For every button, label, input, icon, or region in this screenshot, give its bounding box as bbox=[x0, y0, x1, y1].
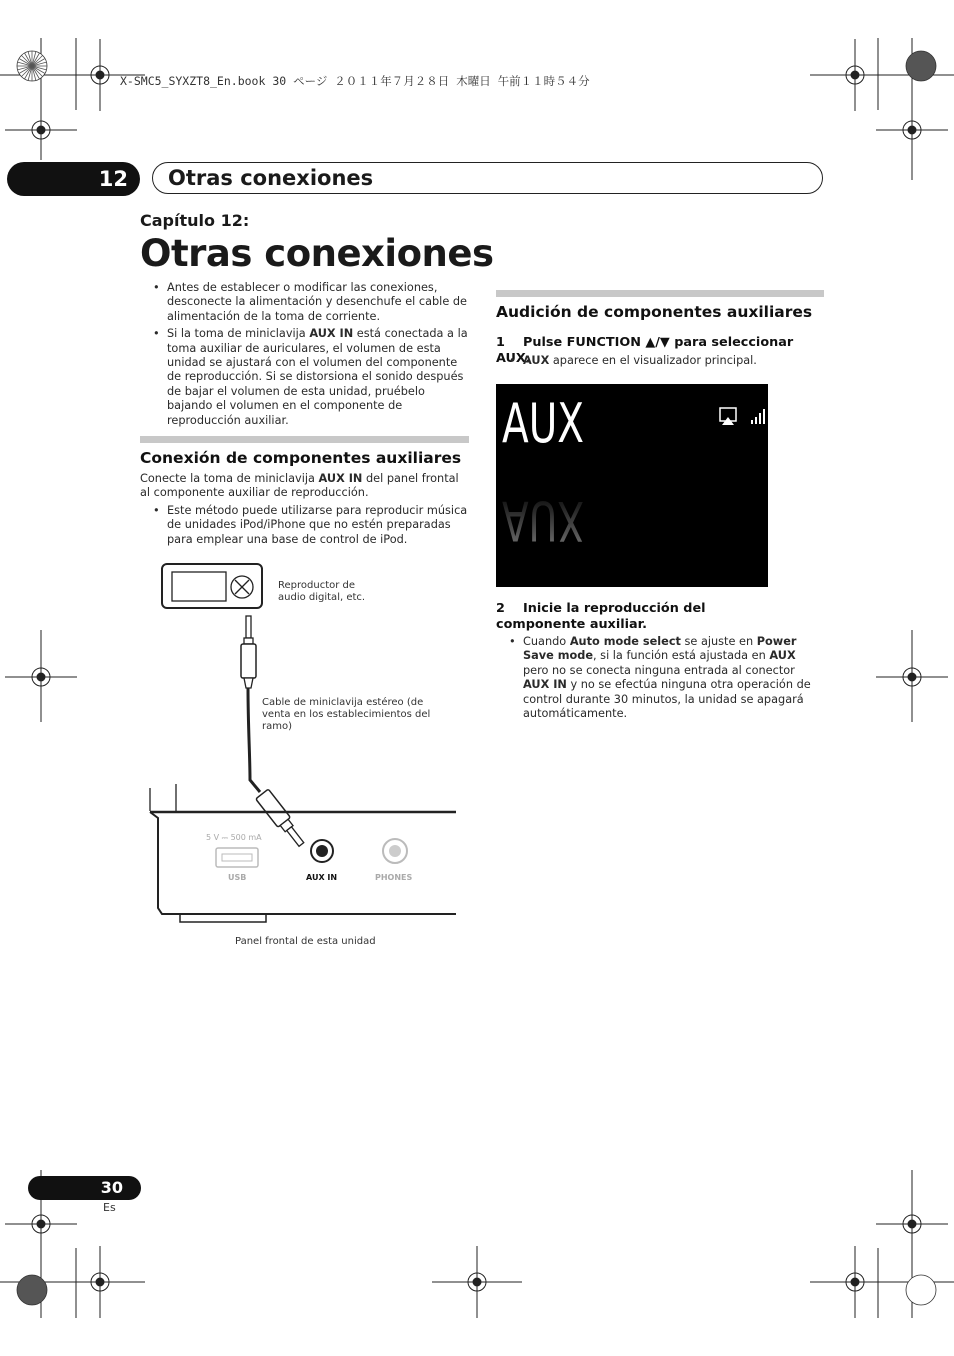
step-1-number: 1 bbox=[496, 335, 505, 350]
chapter-number-tab: 12 bbox=[7, 162, 140, 196]
text-run: , si la función está ajustada en bbox=[593, 649, 770, 663]
step-1-bullet-list bbox=[496, 354, 826, 368]
bold-term: AUX bbox=[769, 649, 796, 663]
text-run: se ajuste en bbox=[680, 635, 757, 648]
text-run: del panel frontal al componente auxiliar de reproducción. bbox=[140, 472, 459, 500]
text-run: está conectada a la toma auxiliar de auriculares, el volumen de esta unidad se ajustará con el volumen del componente de reproducción. Si se distorsiona el sonido después de bajar el volumen de esta unidad, pruébelo bajando el volumen en el componente de reproducción auxiliar. bbox=[167, 327, 468, 427]
text-run: pero no se conecta ninguna entrada al conector bbox=[523, 663, 795, 677]
bold-term: AUX IN bbox=[523, 678, 567, 692]
player-label: Reproductor de audio digital, etc. bbox=[278, 580, 366, 603]
stereo-cable bbox=[248, 688, 260, 792]
mini-plug-top bbox=[241, 616, 256, 688]
bold-term: Auto mode select bbox=[569, 635, 681, 648]
page-number: 30 bbox=[28, 1176, 141, 1200]
main-display bbox=[496, 384, 768, 587]
text-run: aparece en el visualizador principal. bbox=[549, 354, 757, 367]
audition-heading: Audición de componentes auxiliares bbox=[496, 303, 813, 321]
bullet-item bbox=[140, 504, 470, 547]
bullet-item bbox=[496, 354, 826, 368]
step-2-bullet-list bbox=[496, 635, 814, 721]
page-language: Es bbox=[103, 1201, 116, 1214]
chapter-label: Capítulo 12: bbox=[140, 211, 250, 230]
step-1-text: Pulse FUNCTION ▲/▼ para seleccionar AUX. bbox=[496, 335, 794, 366]
text-run: y no se efectúa ninguna otra operación de control durante 30 minutos, la unidad se apagará automáticamente. bbox=[523, 678, 811, 721]
aux-in-label: AUX IN bbox=[306, 873, 338, 882]
display-aux-text: AUX bbox=[502, 392, 584, 455]
diagram-caption: Panel frontal de esta unidad bbox=[235, 936, 376, 947]
connection-notes bbox=[140, 504, 470, 550]
text-run: Si la toma de miniclavija bbox=[167, 327, 310, 341]
cable-label: Cable de miniclavija estéreo (de venta en los establecimientos del ramo) bbox=[262, 697, 431, 732]
intro-notes bbox=[140, 281, 470, 431]
unit-front-panel bbox=[150, 784, 456, 922]
bullet-item bbox=[496, 635, 814, 721]
intro-bullet-list bbox=[140, 281, 470, 428]
usb-rating: 5 V ⎓ 500 mA bbox=[206, 833, 262, 842]
connection-intro bbox=[140, 472, 470, 501]
chapter-title: Otras conexiones bbox=[140, 232, 494, 275]
section-rule bbox=[140, 436, 469, 443]
step-1-notes bbox=[496, 354, 826, 371]
print-header: X-SMC5_SYXZT8_En.book 30 ページ ２０１１年７月２８日 木曜日 午前１１時５４分 bbox=[120, 74, 590, 88]
bullet-item bbox=[140, 327, 470, 428]
display-aux-reflection: AUX bbox=[502, 489, 584, 552]
display-graphic bbox=[496, 384, 768, 587]
connection-bullet-list bbox=[140, 504, 470, 547]
connection-diagram bbox=[140, 556, 470, 956]
text-run: Antes de establecer o modificar las conexiones, desconecte la alimentación y desenchufe el cable de alimentación de la toma de corriente. bbox=[167, 281, 467, 323]
bold-term: AUX bbox=[523, 354, 550, 367]
step-2-number: 2 bbox=[496, 601, 505, 616]
step-2 bbox=[496, 601, 796, 633]
bullet-item bbox=[140, 281, 470, 324]
phones-label: PHONES bbox=[375, 873, 413, 882]
airplay-icon bbox=[720, 408, 736, 425]
text-run: Conecte la toma de miniclavija bbox=[140, 472, 319, 485]
bold-term: AUX IN bbox=[309, 327, 354, 341]
text-run: Cuando bbox=[523, 635, 570, 648]
signal-strength-icon bbox=[751, 409, 765, 424]
step-2-text: Inicie la reproducción del componente auxiliar. bbox=[496, 601, 706, 632]
text-run: Este método puede utilizarse para reproducir música de unidades iPod/iPhone que no estén preparadas para emplear una base de control de iPod. bbox=[167, 504, 468, 546]
connection-heading: Conexión de componentes auxiliares bbox=[140, 449, 462, 467]
chapter-header-title: Otras conexiones bbox=[168, 166, 374, 190]
usb-label: USB bbox=[228, 873, 247, 882]
bold-term: Power Save mode bbox=[523, 635, 797, 663]
bold-term: AUX IN bbox=[318, 472, 363, 485]
mini-plug-bottom bbox=[256, 789, 308, 849]
section-rule-right bbox=[496, 290, 824, 297]
step-2-notes bbox=[496, 635, 814, 724]
